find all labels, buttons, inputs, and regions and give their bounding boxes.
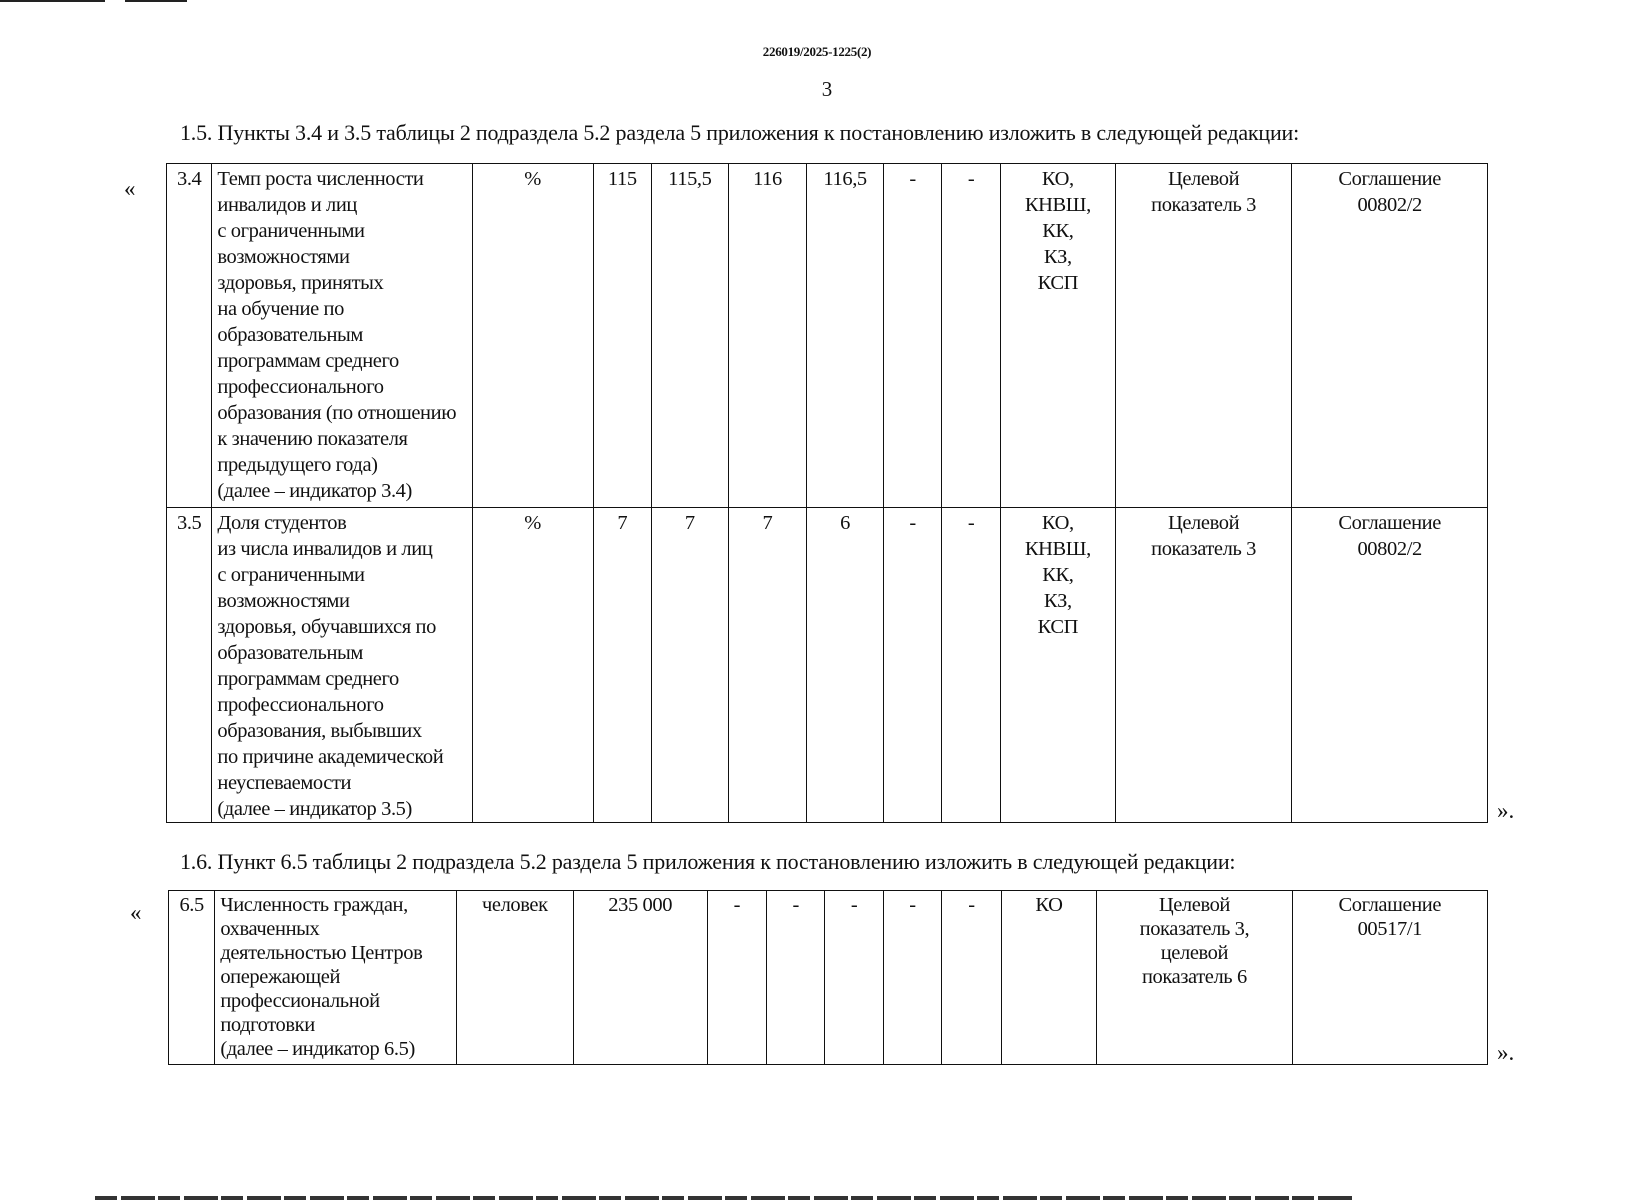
executors-cell: КО, КНВШ, КК, КЗ, КСП xyxy=(1000,508,1115,823)
scan-edge-mark xyxy=(95,1196,1355,1200)
target-indicator-cell: Целевой показатель 3 xyxy=(1115,508,1291,823)
value-cell: 116 xyxy=(728,164,807,508)
value-cell: - xyxy=(825,891,883,1065)
page-number: 3 xyxy=(821,77,833,101)
value-cell: 7 xyxy=(652,508,729,823)
section-1-5-intro: 1.5. Пункты 3.4 и 3.5 таблицы 2 подраздела 5.2 раздела 5 приложения к постановлению изложить в следующей редакции: xyxy=(180,120,1299,145)
unit-cell: человек xyxy=(456,891,573,1065)
scan-edge-mark xyxy=(0,0,105,2)
value-cell: 115,5 xyxy=(652,164,729,508)
value-cell: - xyxy=(942,891,1001,1065)
document-number: 226019/2025-1225(2) xyxy=(762,44,872,59)
value-cell: - xyxy=(942,164,1000,508)
agreement-cell: Соглашение 00517/1 xyxy=(1292,891,1487,1065)
opening-quote: « xyxy=(124,176,136,201)
table-item-6-5 xyxy=(168,890,1488,1065)
executors-cell: КО xyxy=(1001,891,1097,1065)
value-cell: - xyxy=(883,891,941,1065)
table-row xyxy=(169,891,1488,1065)
value-cell: 116,5 xyxy=(807,164,884,508)
target-indicator-cell: Целевой показатель 3 xyxy=(1115,164,1291,508)
value-cell: 7 xyxy=(728,508,807,823)
item-number: 3.4 xyxy=(167,164,212,508)
table-row xyxy=(167,164,1488,508)
closing-quote: ». xyxy=(1497,798,1515,823)
table-row xyxy=(167,508,1488,823)
item-number: 3.5 xyxy=(167,508,212,823)
value-cell: - xyxy=(767,891,825,1065)
value-cell: - xyxy=(883,508,941,823)
value-cell: 235 000 xyxy=(573,891,707,1065)
executors-cell: КО, КНВШ, КК, КЗ, КСП xyxy=(1000,164,1115,508)
target-indicator-cell: Целевой показатель 3, целевой показатель 6 xyxy=(1097,891,1292,1065)
value-cell: - xyxy=(707,891,766,1065)
value-cell: 7 xyxy=(593,508,651,823)
section-1-6-intro: 1.6. Пункт 6.5 таблицы 2 подраздела 5.2 раздела 5 приложения к постановлению изложить в следующей редакции: xyxy=(180,849,1236,874)
agreement-cell: Соглашение 00802/2 xyxy=(1292,164,1488,508)
value-cell: 6 xyxy=(807,508,884,823)
scan-edge-mark xyxy=(125,0,187,2)
value-cell: - xyxy=(883,164,941,508)
item-description: Доля студентов из числа инвалидов и лиц с ограниченными возможностями здоровья, обучавшихся по образовательным программам среднего профессионального образования, выбывших по причине академической неуспеваемости (далее – индикатор 3.5) xyxy=(212,508,472,823)
value-cell: - xyxy=(942,508,1000,823)
item-description: Численность граждан, охваченных деятельностью Центров опережающей профессиональной подготовки (далее – индикатор 6.5) xyxy=(215,891,457,1065)
table-items-3-4-3-5 xyxy=(166,163,1488,823)
item-description: Темп роста численности инвалидов и лиц с ограниченными возможностями здоровья, принятых на обучение по образовательным программам среднего профессионального образования (по отношению к значению показателя предыдущего года) (далее – индикатор 3.4) xyxy=(212,164,472,508)
opening-quote: « xyxy=(130,900,142,925)
closing-quote: ». xyxy=(1497,1040,1515,1065)
agreement-cell: Соглашение 00802/2 xyxy=(1292,508,1488,823)
unit-cell: % xyxy=(472,164,593,508)
value-cell: 115 xyxy=(593,164,651,508)
unit-cell: % xyxy=(472,508,593,823)
item-number: 6.5 xyxy=(169,891,215,1065)
